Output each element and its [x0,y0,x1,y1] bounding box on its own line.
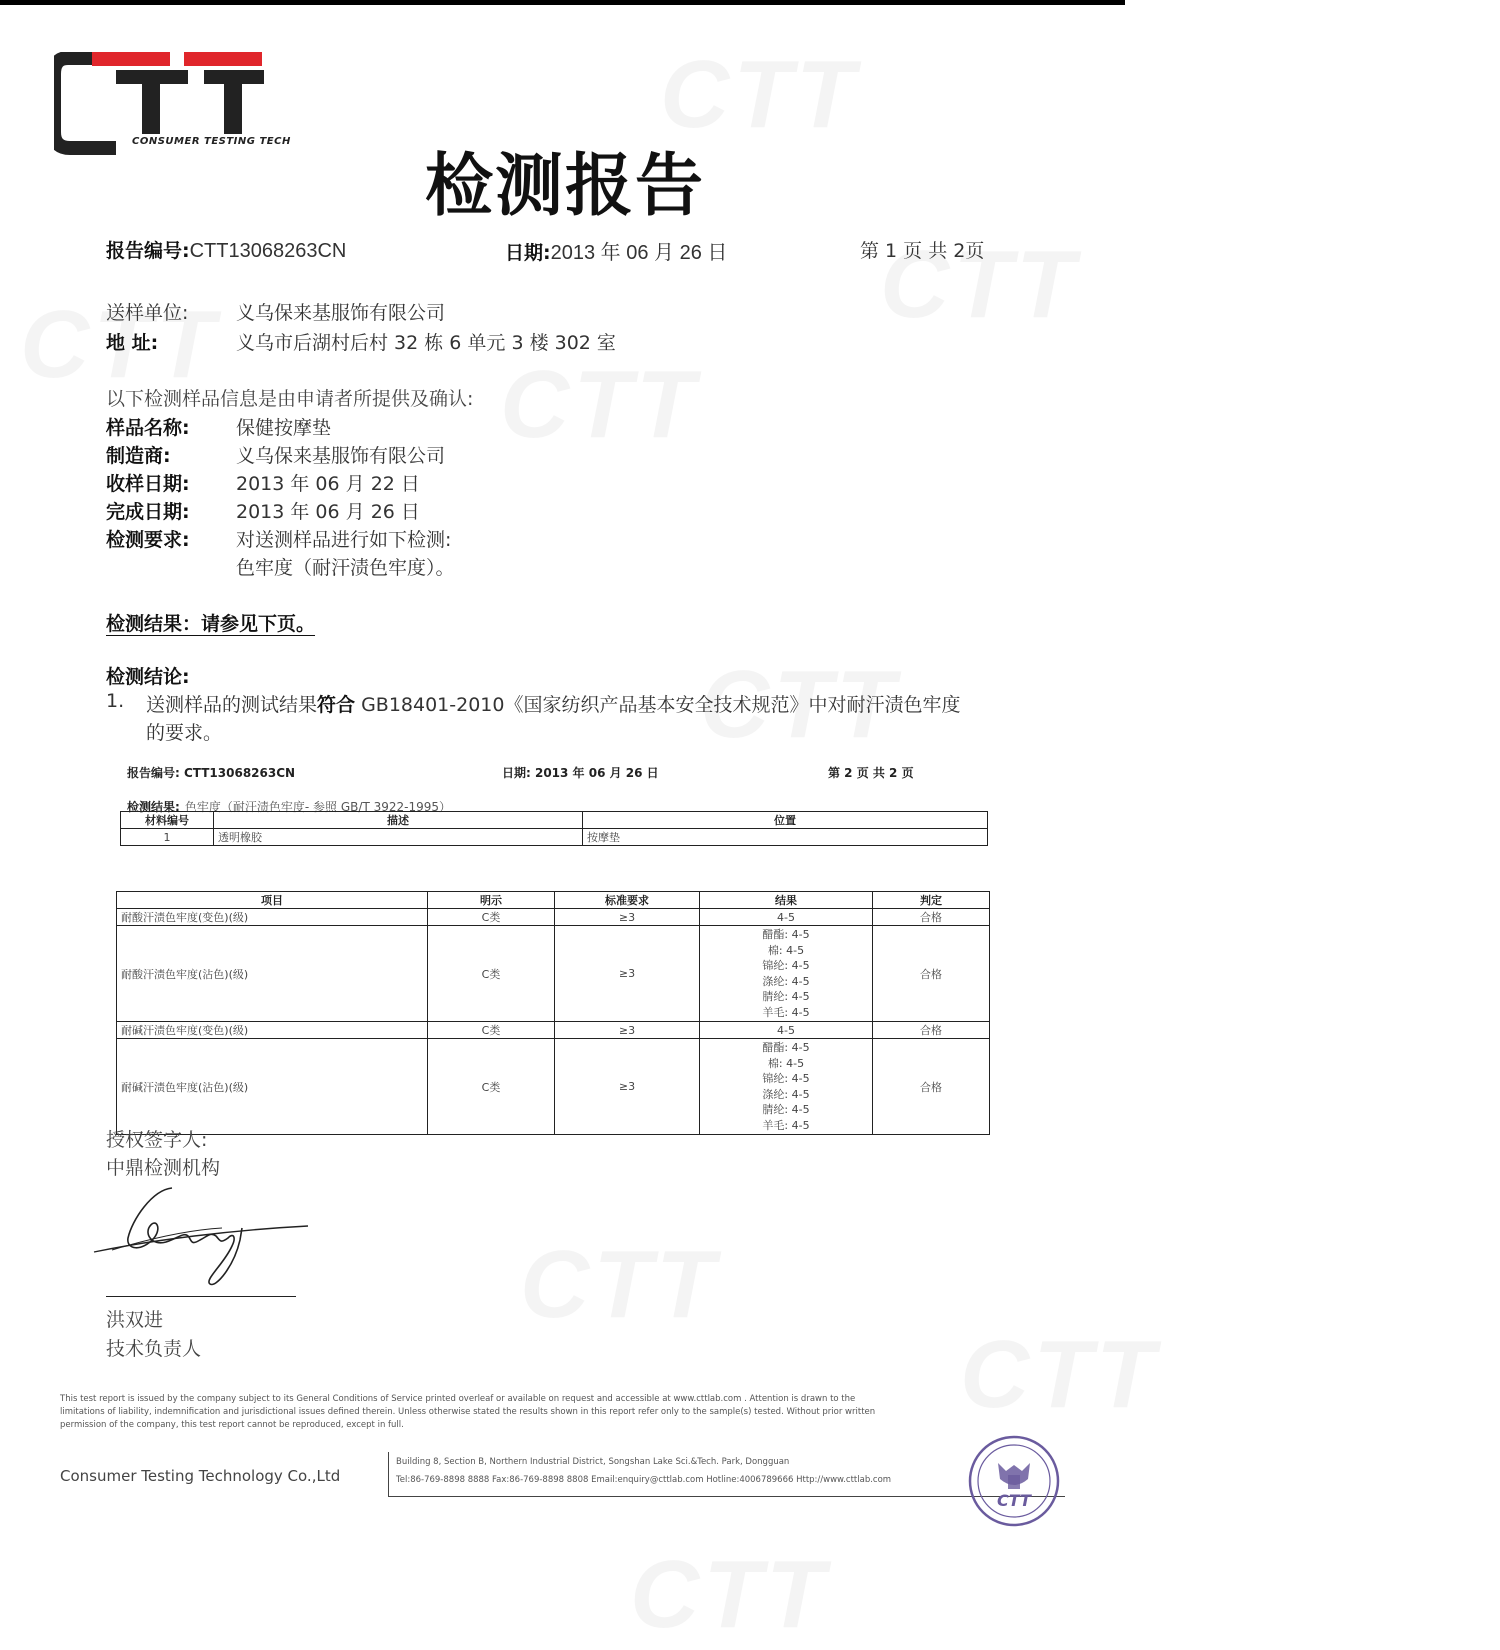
stain-result: 醋酯: 4-5 [762,1041,810,1054]
stain-result: 涤纶: 4-5 [762,1087,810,1101]
address-value: 义乌市后湖村后村 32 栋 6 单元 3 楼 302 室 [236,332,616,354]
sample-name: 保健按摩垫 [236,417,332,439]
top-rule [0,0,1125,5]
material-header-desc: 描述 [214,812,583,829]
table-row [117,909,990,926]
material-header-no: 材料编号 [121,812,214,829]
row-item: 耐碱汗渍色牢度(沾色)(级) [117,1039,428,1135]
report-number-field [106,236,346,263]
requirement-label: 检测要求: [106,529,190,551]
address-label: 地 址: [106,332,159,354]
material-desc: 透明橡胶 [214,829,583,846]
row-spec: C类 [428,1039,555,1135]
conclusion-number: 1. [106,690,125,712]
conclusion-post: GB18401-2010《国家纺织产品基本安全技术规范》中对耐汗渍色牢度 [355,694,961,716]
row-spec: C类 [428,926,555,1022]
header-requirement: 标准要求 [555,892,700,909]
results-table [116,891,990,1135]
conclusion-pre: 送测样品的测试结果 [146,694,318,716]
conclusion-label: 检测结论: [106,666,190,688]
signer-role: 技术负责人 [106,1338,202,1360]
ctt-seal [968,1435,1060,1527]
stain-result: 腈纶: 4-5 [762,990,810,1003]
ctt-logo [54,52,291,157]
disclaimer-line-3: permission of the company, this test report cannot be reproduced, except in full. [60,1420,404,1430]
p2-report-number: 报告编号: CTT13068263CN [127,766,296,780]
stain-result: 羊毛: 4-5 [762,1118,810,1132]
watermark [520,1230,719,1340]
material-no: 1 [121,829,214,846]
maker-label: 制造商: [106,445,171,467]
p2-date: 日期: 2013 年 06 月 26 日 [502,766,659,780]
requirement-line-2: 色牢度（耐汗渍色牢度）。 [236,557,455,579]
p2-page-indicator: 第 2 页 共 2 页 [828,766,914,780]
material-table-header [121,812,988,829]
report-title: 检测报告 [425,146,706,226]
watermark [500,350,699,460]
watermark [630,1540,829,1650]
stain-result: 涤纶: 4-5 [762,974,810,988]
company-address: Building 8, Section B, Northern Industrial District, Songshan Lake Sci.&Tech. Park, Dongguan [396,1457,790,1467]
table-row [117,926,990,1022]
row-verdict: 合格 [873,926,990,1022]
row-requirement: ≥3 [555,909,700,926]
sample-name-label: 样品名称: [106,417,190,439]
row-item: 耐酸汗渍色牢度(变色)(级) [117,909,428,926]
company-contacts: Tel:86-769-8898 8888 Fax:86-769-8898 8808 Email:enquiry@cttlab.com Hotline:4006789666 Http://www.cttlab.com [396,1475,892,1485]
results-reference: 检测结果：请参见下页。 [106,613,316,635]
signer-organization: 中鼎检测机构 [106,1157,221,1179]
stain-result: 锦纶: 4-5 [762,1072,810,1085]
sender-value: 义乌保来基服饰有限公司 [236,302,446,324]
row-stain-results [700,926,873,1022]
header-spec: 明示 [428,892,555,909]
stain-result: 锦纶: 4-5 [762,959,810,972]
p2-result-label: 检测结果: [127,800,180,814]
page-indicator: 第 1 页 共 2页 [860,240,985,262]
row-item: 耐碱汗渍色牢度(变色)(级) [117,1022,428,1039]
material-header-position: 位置 [583,812,988,829]
stain-result: 腈纶: 4-5 [762,1103,810,1116]
row-spec: C类 [428,909,555,926]
received-date: 2013 年 06 月 22 日 [236,473,420,495]
received-label: 收样日期: [106,473,190,495]
disclaimer-line-1: This test report is issued by the company subject to its General Conditions of Service printed overleaf or available on request and accessible at www.cttlab.com . Attention is drawn to the [60,1394,856,1404]
report-number-label: 报告编号: [106,240,190,262]
conclusion-verdict: 符合 [317,694,356,716]
material-table [120,811,988,846]
authorized-signer-label: 授权签字人: [106,1129,208,1151]
header-verdict: 判定 [873,892,990,909]
table-row [121,829,988,846]
row-requirement: ≥3 [555,1039,700,1135]
row-stain-results [700,1039,873,1135]
row-verdict: 合格 [873,1039,990,1135]
p2-result-text: 色牢度（耐汗渍色牢度- 参照 GB/T 3922-1995） [184,800,451,814]
conclusion-line-2: 的要求。 [146,722,223,744]
company-name: Consumer Testing Technology Co.,Ltd [60,1467,341,1485]
stain-result: 棉: 4-5 [767,943,805,957]
conclusion-text [146,690,960,717]
results-table-header [117,892,990,909]
logo-tagline: CONSUMER TESTING TECH [132,136,291,147]
stain-result: 棉: 4-5 [767,1056,805,1070]
sender-label: 送样单位: [106,302,189,324]
table-row [117,1022,990,1039]
header-result: 结果 [700,892,873,909]
row-requirement: ≥3 [555,926,700,1022]
row-spec: C类 [428,1022,555,1039]
material-position: 按摩垫 [583,829,988,846]
report-number: CTT13068263CN [189,240,347,262]
stain-result: 醋酯: 4-5 [762,928,810,941]
row-verdict: 合格 [873,1022,990,1039]
report-date: 2013 年 06 月 26 日 [550,242,728,264]
completed-label: 完成日期: [106,501,190,523]
header-item: 项目 [117,892,428,909]
requirement-line-1: 对送测样品进行如下检测: [236,529,452,551]
watermark [960,1320,1159,1430]
table-row [117,1039,990,1135]
handwritten-signature [92,1180,312,1295]
row-requirement: ≥3 [555,1022,700,1039]
date-label: 日期: [505,242,551,264]
report-date-field [505,236,727,265]
signature-line [106,1296,296,1297]
row-item: 耐酸汗渍色牢度(沾色)(级) [117,926,428,1022]
signer-name: 洪双进 [106,1309,164,1331]
row-verdict: 合格 [873,909,990,926]
sample-intro: 以下检测样品信息是由申请者所提供及确认: [106,388,474,410]
row-result: 4-5 [700,1022,873,1039]
stain-result: 羊毛: 4-5 [762,1005,810,1019]
maker: 义乌保来基服饰有限公司 [236,445,446,467]
completed-date: 2013 年 06 月 26 日 [236,501,420,523]
seal-text: CTT [997,1491,1031,1510]
disclaimer-line-2: limitations of liability, indemnification and jurisdictional issues defined therein. Unless otherwise stated the results shown in this report refer only to the sample(s) tested. Without prior written [60,1407,876,1417]
row-result: 4-5 [700,909,873,926]
